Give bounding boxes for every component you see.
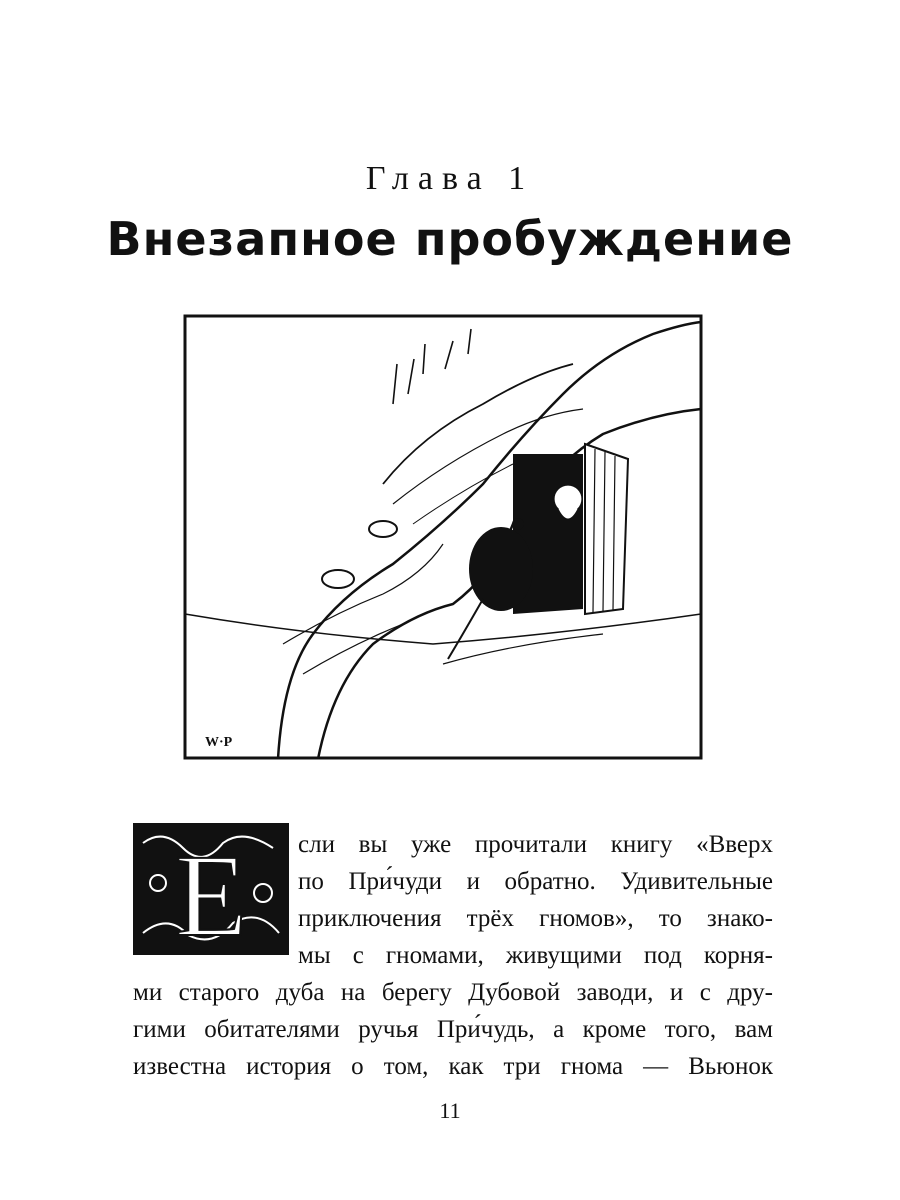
chapter-title: Внезапное пробуждение — [106, 212, 794, 266]
drop-cap-letter: Е — [174, 830, 248, 955]
text-line: гими обитателями ручья При́чудь, а кроме того, вам — [133, 1016, 773, 1043]
illustrator-signature: W·P — [205, 735, 233, 750]
body-text — [133, 826, 773, 1085]
chapter-illustration — [183, 314, 703, 760]
text-line: ми старого дуба на берегу Дубовой заводи, и с дру- — [133, 979, 773, 1006]
text-line: известна история о том, как три гнома — Вьюнок — [133, 1053, 773, 1080]
text-line: сли вы уже прочитали книгу «Вверх — [298, 831, 773, 858]
text-line: приключения трёх гномов», то знако- — [298, 905, 773, 932]
page-number: 11 — [439, 1098, 461, 1123]
chapter-label: Глава 1 — [365, 160, 535, 197]
text-line: мы с гномами, живущими под корня- — [298, 942, 773, 969]
text-line: по При́чуди и обратно. Удивительные — [298, 868, 773, 895]
